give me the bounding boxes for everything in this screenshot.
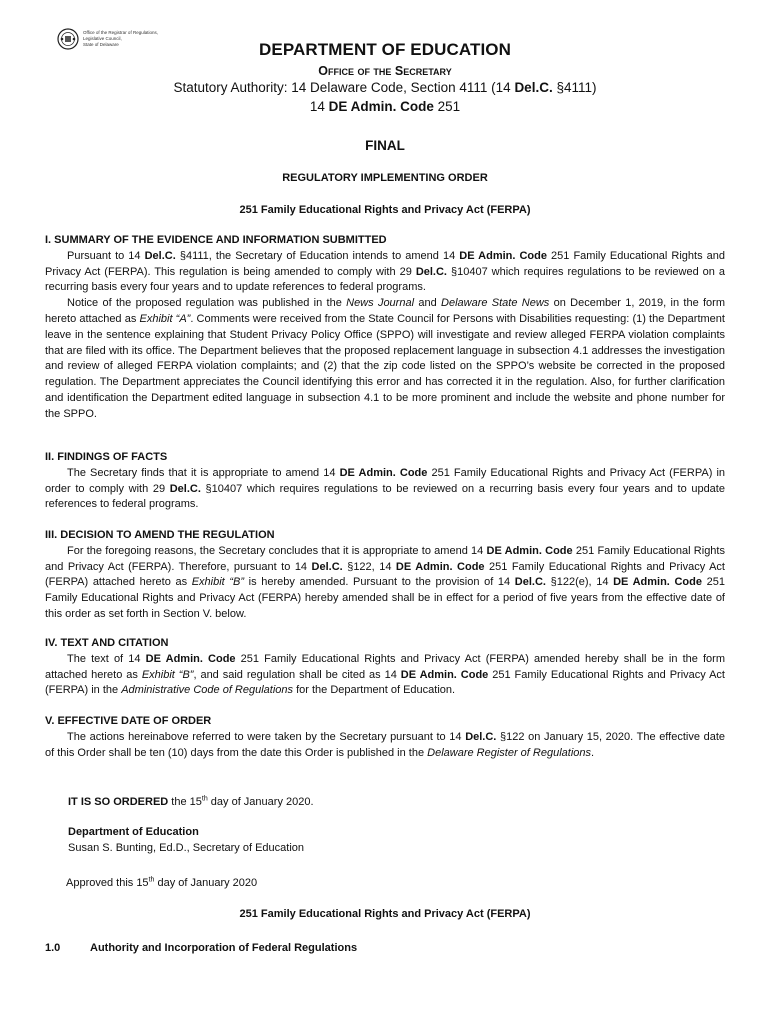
paragraph: The Secretary finds that it is appropriate to amend 14 DE Admin. Code 251 Family Educational Rights and Privacy Act (FERPA) in order to comply with 29 Del.C. §10407 which requires regulations to be reviewed on a recurring basis every four years and to update references to federal programs. <box>45 466 726 511</box>
ordered-text: day of January 2020. <box>207 796 314 808</box>
ordered-label: IT IS SO ORDERED <box>68 796 169 808</box>
section-heading: IV. TEXT AND CITATION <box>45 637 169 649</box>
ordered-statement <box>68 796 314 808</box>
code-name: DE Admin. Code <box>328 99 434 114</box>
signatory-name: Susan S. Bunting, Ed.D., Secretary of Education <box>68 842 305 854</box>
approved-text: day of January 2020 <box>154 877 258 889</box>
authority-code: Del.C. <box>514 80 553 95</box>
authority-text: §4111) <box>552 80 597 95</box>
office-title: Office of the Secretary <box>318 64 452 78</box>
paragraph: The actions hereinabove referred to were taken by the Secretary pursuant to 14 Del.C. §122 on January 15, 2020. The effective date of this Order shall be ten (10) days from the date this Order is published in the Delaware Register of Regulations. <box>45 730 725 759</box>
signatory-department: Department of Education <box>68 826 199 838</box>
ordered-text: the 15 <box>168 796 202 808</box>
admin-code <box>0 99 770 114</box>
section-heading: III. DECISION TO AMEND THE REGULATION <box>45 529 275 541</box>
section-heading: II. FINDINGS OF FACTS <box>45 451 168 463</box>
paragraph: Notice of the proposed regulation was published in the News Journal and Delaware State News on December 1, 2019, in the form hereto attached as Exhibit “A”. Comments were received from the State Council for Persons with Disabilities requesting: (1) the Department leave in the sentence explaining that Student Privacy Policy Office (SPPO) will investigate and review alleged FERPA violation complaints that are filed with its office. The Department believes that the proposed replacement language in subsection 4.1 addresses the investigation and review of alleged FERPA violation complaints; and (2) that the zip code listed on the SPPO’s website be corrected in the proposed regulation. The Department appreciates the Council identifying this error and has corrected it in the regulation. Also, for further clarification and identification the Department edited language in subsection 4.1 to be more prominent and include the website and phone number for the SPPO. <box>45 297 725 420</box>
section-effective-date <box>45 714 725 761</box>
paragraph: Pursuant to 14 Del.C. §4111, the Secretary of Education intends to amend 14 DE Admin. Code 251 Family Educational Rights and Privacy Act (FERPA). This regulation is being amended to comply with 29 Del.C. §10407 which requires regulations to be reviewed on a recurring basis every four years and to update references to federal programs. <box>45 249 726 294</box>
section-decision <box>45 528 725 623</box>
paragraph: For the foregoing reasons, the Secretary concludes that it is appropriate to amend 14 DE Admin. Code 251 Family Educational Rights and Privacy Act (FERPA). Therefore, pursuant to 14 Del.C. §122, 14 DE Admin. Code 251 Family Educational Rights and Privacy Act (FERPA) attached hereto as Exhibit “B” is hereby amended. Pursuant to the provision of 14 Del.C. §122(e), 14 DE Admin. Code 251 Family Educational Rights and Privacy Act (FERPA) hereby amended shall be in effect for a period of five years from the effective date of this order as set forth in Section V. below. <box>45 544 725 620</box>
seal-line: Office of the Registrar of Regulations, <box>83 30 158 35</box>
approved-text: Approved this 15 <box>66 877 149 889</box>
code-text: 251 <box>433 99 461 114</box>
section-heading: V. EFFECTIVE DATE OF ORDER <box>45 715 212 727</box>
statutory-authority <box>0 80 770 95</box>
code-text: 14 <box>309 99 329 114</box>
final-label: FINAL <box>365 138 405 153</box>
regulation-title: 251 Family Educational Rights and Privacy Act (FERPA) <box>239 204 531 216</box>
approved-statement <box>66 877 257 889</box>
section-heading: I. SUMMARY OF THE EVIDENCE AND INFORMATION SUBMITTED <box>45 234 387 246</box>
order-type: REGULATORY IMPLEMENTING ORDER <box>282 172 488 184</box>
section-number: 1.0 <box>45 942 61 954</box>
department-title: DEPARTMENT OF EDUCATION <box>259 40 511 59</box>
regulation-title-repeat: 251 Family Educational Rights and Privacy Act (FERPA) <box>239 908 531 920</box>
section-findings <box>45 450 725 513</box>
ordinal-suffix: th <box>201 795 208 803</box>
section-title: Authority and Incorporation of Federal Regulations <box>90 942 358 954</box>
section-text-citation <box>45 636 725 699</box>
seal-line: Legislative Council, <box>83 36 122 41</box>
authority-text: Statutory Authority: 14 Delaware Code, Section 4111 (14 <box>173 80 515 95</box>
section-summary <box>45 233 725 423</box>
ordinal-suffix: th <box>148 876 155 884</box>
paragraph: The text of 14 DE Admin. Code 251 Family Educational Rights and Privacy Act (FERPA) amended hereby shall be in the form attached hereto as Exhibit “B”, and said regulation shall be cited as 14 DE Admin. Code 251 Family Educational Rights and Privacy Act (FERPA) in the Administrative Code of Regulations for the Department of Education. <box>45 652 725 697</box>
seal-line: State of Delaware <box>83 42 119 47</box>
